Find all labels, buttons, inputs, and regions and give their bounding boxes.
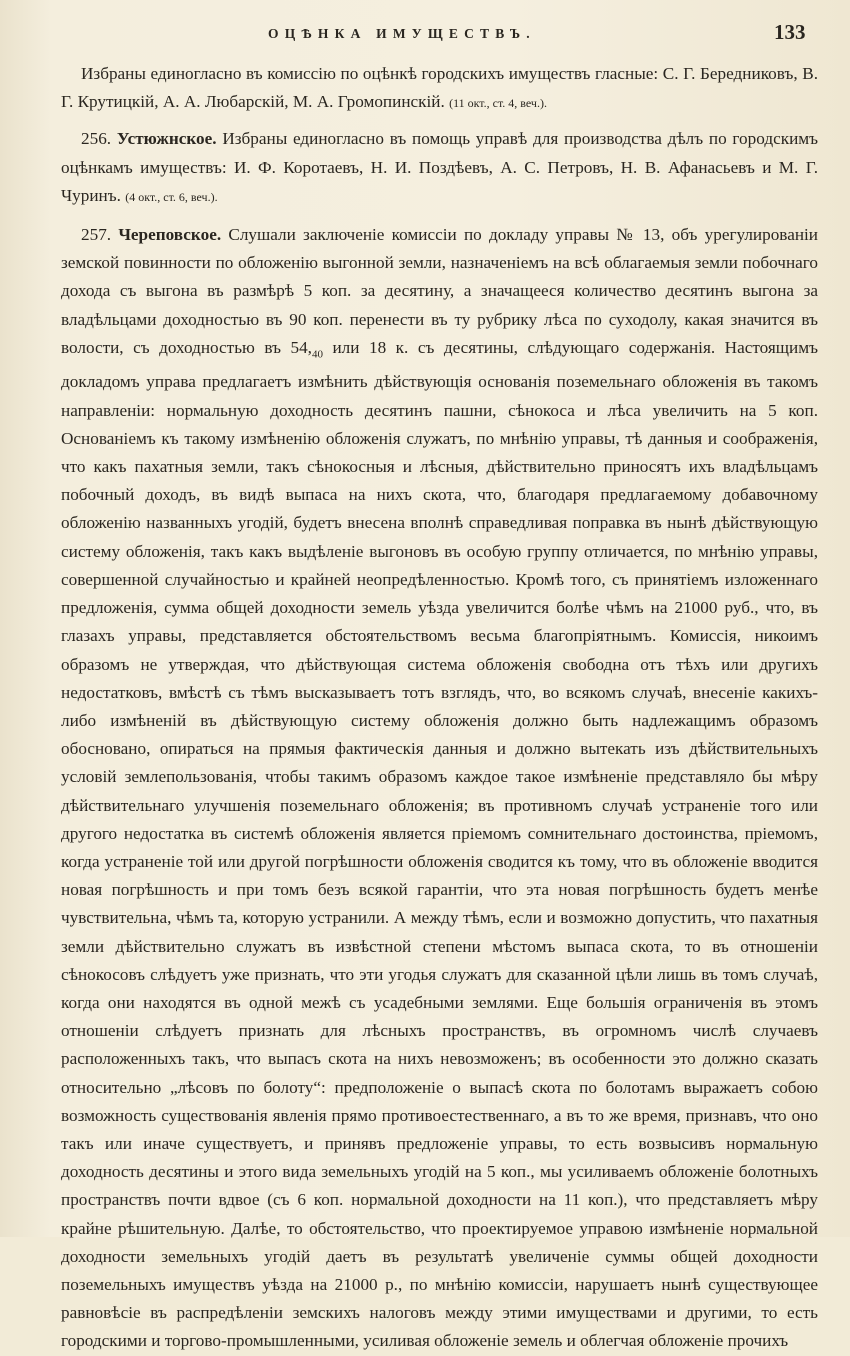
entry-text: Избраны единогласно въ помощь управѣ для производства дѣлъ по городскимъ оцѣнкамъ имуществъ: И. Ф. Коротаевъ, Н. И. Поздѣевъ, А. С. Петровъ, Н. В. Афанасьевъ и М. Г. Чуринъ. [61, 129, 819, 205]
entry-place: Устюжнское. [116, 129, 217, 149]
page-body [61, 60, 818, 1356]
entry-continued [61, 60, 818, 117]
entry-257 [61, 221, 818, 1356]
session-reference: (4 окт., ст. 6, веч.). [125, 189, 218, 204]
session-reference: (11 окт., ст. 4, веч.). [449, 96, 547, 111]
page-number: 133 [774, 20, 806, 44]
page-header [0, 18, 850, 48]
entry-number: 256. [81, 129, 112, 149]
entry-place: Череповское. [118, 225, 222, 245]
entry-text-continued: или 18 к. съ десятины, слѣдующаго содержанія. Настоящимъ докладомъ управа предлагаетъ измѣнить дѣйствующія основанія поземельнаго обложенія въ такомъ направленіи: нормальную доходность десятинъ пашни, сѣнокоса и лѣса увеличить на 5 коп. Основаніемъ къ такому измѣненію обложенія служатъ, по мнѣнію управы, тѣ данныя и соображенія, что какъ пахатныя земли, такъ сѣнокосныя и лѣсныя, дѣйствительно приносятъ ихъ владѣльцамъ побочный доходъ, въ видѣ выпаса на нихъ скота, что, благодаря предлагаемому добавочному обложенію названныхъ угодій, будетъ внесена вполнѣ справедливая поправка въ нынѣ дѣйствующую систему обложенія, такъ какъ выдѣленіе выгоновъ въ особую группу отличается, по мнѣнію управы, совершенной случайностью и крайней неопредѣленностью. Кромѣ того, съ принятіемъ изложеннаго предложенія, сумма общей доходности земель уѣзда увеличится болѣе чѣмъ на 21000 руб., что, въ глазахъ управы, представляется обстоятельствомъ весьма благопріятнымъ. Комиссія, никоимъ образомъ не утверждая, что дѣйствующая система обложенія свободна отъ тѣхъ или другихъ недостатковъ, вмѣстѣ съ тѣмъ высказываетъ тотъ взглядъ, что, во всякомъ случаѣ, внесеніе какихъ-либо измѣненій въ дѣйствующую систему обложенія должно быть надлежащимъ образомъ обосновано, опираться на прямыя фактическія данныя и должно вытекать изъ дѣйствительныхъ условій землепользованія, чтобы такимъ образомъ каждое такое измѣненіе представляло бы мѣру дѣйствительнаго улучшенія поземельнаго обложенія; въ противномъ случаѣ устраненіе того или другого недостатка въ системѣ обложенія является пріемомъ сомнительнаго достоинства, пріемомъ, когда устраненіе той или другой погрѣшности обложенія сводится къ тому, что въ обложеніе вводится новая погрѣшность и при томъ безъ всякой гарантіи, что эта новая погрѣшность будетъ менѣе чувствительна, чѣмъ та, которую устранили. А между тѣмъ, если и возможно допустить, что пахатныя земли дѣйствительно служатъ въ извѣстной степени мѣстомъ выпаса скота, то въ отношеніи сѣнокосовъ слѣдуетъ уже признать, что эти угодья служатъ для сказанной цѣли лишь въ томъ случаѣ, когда они находятся въ одной межѣ съ усадебными землями. Еще большія ограниченія въ этомъ отношеніи слѣдуетъ признать для лѣсныхъ пространствъ, въ огромномъ числѣ случаевъ расположенныхъ такъ, что выпасъ скота на нихъ невозможенъ; въ особенности это должно сказать относительно „лѣсовъ по болоту“: предположеніе о выпасѣ скота по болотамъ выражаетъ собою возможность существованія явленія прямо противоестественнаго, а въ то же время, признавъ, что оно такъ или иначе существуетъ, и принявъ предложеніе управы, то есть возвысивъ нормальную доходность десятины и этого вида земельныхъ угодій на 5 коп., мы усиливаемъ обложеніе болотныхъ пространствъ почти вдвое (съ 6 коп. нормальной доходности на 11 коп.), что представляетъ мѣру крайне рѣшительную. Далѣе, то обстоятельство, что проектируемое управою измѣненіе нормальной доходности земельныхъ угодій даетъ въ результатѣ увеличеніе суммы общей доходности поземельныхъ имуществъ уѣзда на 21000 р., по мнѣнію комиссіи, нарушаетъ нынѣ существующее равновѣсіе въ распредѣленіи земскихъ налоговъ между этими имуществами и другими, то есть городскими и торгово-промышленными, усиливая обложеніе земель и облегчая обложеніе прочихъ [61, 337, 818, 1351]
entry-text: Избраны единогласно въ комиссію по оцѣнкѣ городскихъ имуществъ гласные: С. Г. Бередниковъ, В. Г. Крутицкій, А. А. Любарскій, М. А. Громопинскій. [61, 64, 818, 112]
decimal-fraction: 40 [311, 348, 323, 361]
running-title: ОЦѢНКА ИМУЩЕСТВЪ. [268, 26, 536, 41]
entry-number: 257. [81, 225, 112, 245]
entry-text: Слушали заключеніе комиссіи по докладу управы № 13, объ урегулированіи земской повинности по обложенію выгонной земли, назначеніемъ на всѣ облагаемыя земли побочнаго дохода съ выгона въ размѣрѣ 5 коп. за десятину, а значащееся количество десятинъ выгона за владѣльцами доходностью въ 90 коп. перенести въ ту рубрику лѣса по суходолу, какая значится въ волости, съ доходностью въ 54, [61, 225, 818, 357]
entry-256 [61, 125, 818, 211]
